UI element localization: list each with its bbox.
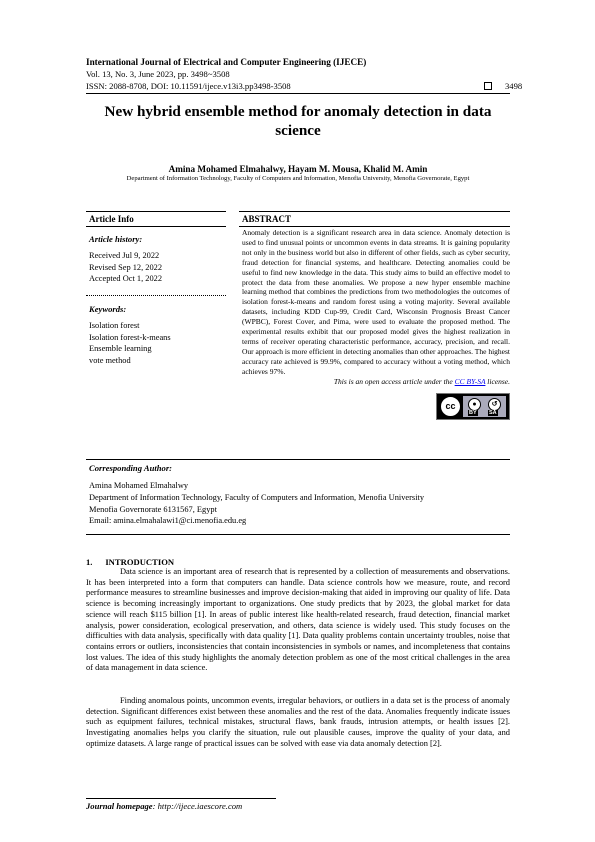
sa-label: SA: [489, 410, 497, 416]
header-rule: [86, 93, 510, 94]
keyword-item: Isolation forest-k-means: [89, 332, 171, 342]
article-history-label: Article history:: [89, 234, 143, 244]
journal-volume: Vol. 13, No. 3, June 2023, pp. 3498~3508: [86, 69, 230, 79]
corresponding-department: Department of Information Technology, Faculty of Computers and Information, Menofia University: [89, 492, 425, 502]
corresponding-details: [89, 480, 424, 527]
homepage-url[interactable]: : http://ijece.iaescore.com: [152, 801, 243, 811]
intro-paragraph-2: Finding anomalous points, uncommon events, irregular behaviors, or outliers in a data set is the process of anomaly detection. Significant differences exist between these anomalies and the rest of the data. Anomalies frequently indicate issues such as equipment failures, technical mistakes, structural flaws, bank frauds, intrusion attempts, or health issues [2]. Investigating anomalies helps you clarify the situation, rule out plausible causes, improve the quality of your data, and optimize datasets. A large range of practical issues can be solved with ease via data anomaly detection [2].: [86, 696, 510, 748]
open-access-prefix: This is an open access article under the: [333, 377, 455, 386]
article-info-divider: [86, 295, 226, 296]
abstract-header-rule: [239, 226, 510, 227]
keyword-item: Isolation forest: [89, 321, 140, 330]
abstract-header: ABSTRACT: [242, 214, 292, 224]
keywords-label: Keywords:: [89, 304, 127, 314]
authors: Amina Mohamed Elmahalwy, Hayam M. Mousa, Khalid M. Amin: [168, 164, 428, 174]
share-alike-icon: ↺: [488, 398, 501, 411]
corresponding-location: Menofia Governorate 6131567, Egypt: [89, 504, 217, 514]
open-access-suffix: license.: [485, 377, 510, 386]
journal-issn-doi: ISSN: 2088-8708, DOI: 10.11591/ijece.v13i3.pp3498-3508: [86, 81, 291, 91]
keyword-list: [89, 320, 171, 366]
square-icon: [484, 82, 492, 90]
person-icon: ●: [468, 398, 481, 411]
article-info-header-rule: [86, 226, 226, 227]
affiliation: Department of Information Technology, Faculty of Computers and Information, Menofia University, Menofia Governorate, Egypt: [126, 175, 470, 182]
title-line-1: New hybrid ensemble method for anomaly detection in data: [104, 103, 492, 120]
cc-by-sa-badge[interactable]: [436, 393, 510, 420]
keyword-item: Ensemble learning: [89, 344, 152, 354]
accepted-date: Accepted Oct 1, 2022: [89, 274, 163, 284]
keyword-item: vote method: [89, 355, 131, 365]
corresponding-bottom-rule: [86, 534, 510, 535]
cc-icon: cc: [440, 396, 461, 417]
corresponding-top-rule: [86, 459, 510, 460]
footer-rule: [86, 798, 276, 799]
abstract-top-rule: [239, 211, 510, 212]
homepage-label: Journal homepage: [86, 801, 153, 811]
corresponding-name: Amina Mohamed Elmahalwy: [89, 481, 189, 490]
abstract-text: Anomaly detection is a significant research area in data science. Anomaly detection is used to find unusual points or uncommon events in data streams. It is gaining popularity not only in the business world but also in different of other fields, such as cyber security, fraud detection for financial systems, and healthcare. Detecting anomalies could be useful to find new knowledge in the data. This study aims to build an effective model to protect the data from these anomalies. We propose a new hyper ensemble machine learning method that combines the predictions from two methodologies the outcomes of isolation forest-k-means and random forest using a voting majority. Several available datasets, including KDD Cup-99, Credit Card, Wisconsin Prognosis Breast Cancer (WPBC), Forest Cover, and Pima, were used to evaluate the proposed method. The experimental results exhibit that our proposed model gives the highest realization in terms of receiver operating characteristic performance, accuracy, precision, and recall. Our approach is more efficient in detecting anomalies than other approaches. The highest accuracy rate achieved is 99.9%, compared to accuracy without a voting method, which achieves 97%.: [242, 228, 510, 376]
article-dates: [89, 250, 162, 285]
paper-title: [90, 103, 506, 140]
corresponding-email: Email: amina.elmahalawi1@ci.menofia.edu.eg: [89, 516, 247, 526]
page-number: 3498: [505, 81, 523, 91]
license-link[interactable]: CC BY-SA: [454, 377, 486, 386]
revised-date: Revised Sep 12, 2022: [89, 262, 163, 272]
intro-paragraph-1: Data science is an important area of research that is represented by a collection of measurements and observations. It has been interpreted into a form that computers can handle. Data science controls how we measure, route, and record performance measures to streamline businesses and improve decision-making that aided in improving our quality of life. Data science is becoming increasingly important to organizations. One study predicts that by 2023, the global market for data science will reach $115 billion [1]. In areas of public interest like health-related research, fraud detection, financial market analysis, power consideration, ecological preservation, and others, data science is widely used. This study focuses on the difficulties with data analysis, specifically with data quality [1]. Data quality problems contain uncertainty troubles, noise that contains errors or outliers, inconsistencies that contain inconsistencies in symbols or names, and incompleteness that contains lost values. The idea of this study highlights the anomaly detection problem as one of the most critical challenges in the area of data management in data science.: [86, 567, 510, 673]
journal-name: International Journal of Electrical and Computer Engineering (IJECE): [86, 57, 367, 67]
open-access-note: [242, 377, 510, 386]
journal-homepage: [86, 801, 242, 811]
title-line-2: science: [275, 121, 321, 139]
article-info-header: Article Info: [89, 214, 134, 224]
corresponding-label: Corresponding Author:: [89, 463, 173, 473]
article-info-top-rule: [86, 211, 226, 212]
badge-panel: [463, 396, 506, 417]
section-heading: 1. INTRODUCTION: [86, 557, 175, 567]
by-label: BY: [469, 410, 477, 416]
received-date: Received Jul 9, 2022: [89, 251, 160, 260]
